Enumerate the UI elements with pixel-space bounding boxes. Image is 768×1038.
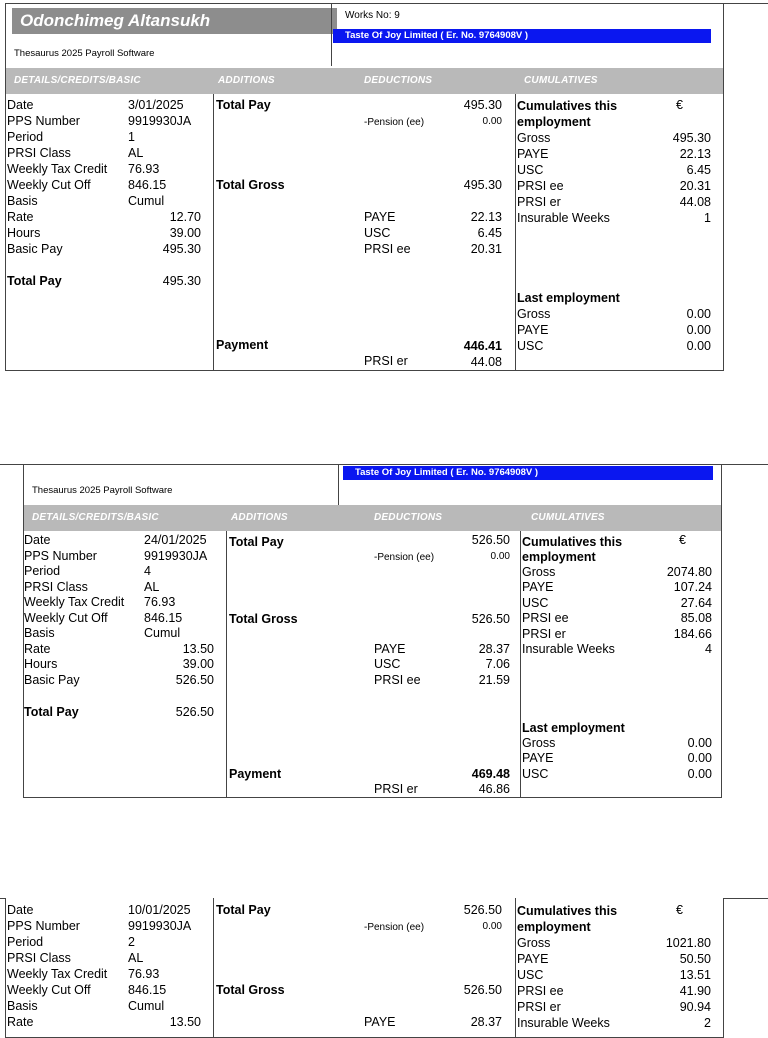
label-total-gross: Total Gross xyxy=(216,983,285,997)
cum-label-usc: USC xyxy=(517,968,544,982)
label-hours: Hours xyxy=(24,657,58,671)
value-payment: 469.48 xyxy=(471,767,510,781)
label-period: Period xyxy=(7,935,44,949)
header-details: DETAILS/CREDITS/BASIC xyxy=(32,512,159,523)
label-pps: PPS Number xyxy=(7,114,80,128)
additions-total-pay-label: Total Pay xyxy=(229,535,284,549)
value-prsi-er: 44.08 xyxy=(470,355,502,369)
label-rate: Rate xyxy=(24,642,51,656)
label-prsi-er: PRSI er xyxy=(374,782,418,796)
label-prsi-class: PRSI Class xyxy=(24,580,88,594)
value-total-gross: 495.30 xyxy=(463,178,502,192)
label-weekly-cut-off: Weekly Cut Off xyxy=(7,178,91,192)
label-prsi-class: PRSI Class xyxy=(7,951,71,965)
payslip-3 xyxy=(5,898,724,1038)
cum-value-prsi-ee: 85.08 xyxy=(680,611,712,625)
payslip-2 xyxy=(23,464,722,798)
cum-label-prsi-er: PRSI er xyxy=(517,1000,561,1014)
cum-label-gross: Gross xyxy=(522,565,556,579)
label-basis: Basis xyxy=(7,194,38,208)
cum-label-prsi-ee: PRSI ee xyxy=(522,611,569,625)
label-payment: Payment xyxy=(216,338,269,352)
value-weekly-tax-credit: 76.93 xyxy=(144,595,176,609)
label-total-pay: Total Pay xyxy=(7,274,62,288)
cum-label-usc: USC xyxy=(517,163,544,177)
software-name: Thesaurus 2025 Payroll Software xyxy=(32,485,173,496)
last-label-paye: PAYE xyxy=(517,323,549,337)
label-date: Date xyxy=(7,98,34,112)
cum-label-prsi-er: PRSI er xyxy=(522,627,566,641)
label-rate: Rate xyxy=(7,210,34,224)
cum-value-prsi-er: 90.94 xyxy=(679,1000,711,1014)
label-weekly-tax-credit: Weekly Tax Credit xyxy=(7,162,108,176)
label-basic-pay: Basic Pay xyxy=(7,242,63,256)
value-weekly-cut-off: 846.15 xyxy=(144,611,183,625)
header-deductions: DEDUCTIONS xyxy=(374,512,443,523)
cum-title-2: employment xyxy=(522,550,596,564)
value-weekly-tax-credit: 76.93 xyxy=(128,967,160,981)
value-pps: 9919930JA xyxy=(144,549,208,563)
cum-value-insurable-weeks: 1 xyxy=(704,211,711,225)
cum-label-prsi-ee: PRSI ee xyxy=(517,179,564,193)
label-paye: PAYE xyxy=(364,210,396,224)
last-value-gross: 0.00 xyxy=(687,736,712,750)
value-pension: 0.00 xyxy=(482,116,502,127)
last-value-paye: 0.00 xyxy=(686,323,711,337)
cum-label-gross: Gross xyxy=(517,131,551,145)
value-pension: 0.00 xyxy=(490,551,510,562)
value-paye: 22.13 xyxy=(470,210,502,224)
label-pension: -Pension (ee) xyxy=(364,117,425,128)
cum-value-usc: 6.45 xyxy=(686,163,711,177)
value-hours: 39.00 xyxy=(169,226,201,240)
label-basic-pay: Basic Pay xyxy=(24,673,80,687)
value-period: 2 xyxy=(128,935,135,949)
label-period: Period xyxy=(7,130,44,144)
deductions-total-pay-value: 526.50 xyxy=(471,533,510,547)
cum-title-1: Cumulatives this xyxy=(517,99,618,113)
cum-label-insurable-weeks: Insurable Weeks xyxy=(517,211,610,225)
cum-value-prsi-ee: 20.31 xyxy=(679,179,711,193)
header-details: DETAILS/CREDITS/BASIC xyxy=(14,75,141,86)
value-weekly-tax-credit: 76.93 xyxy=(128,162,160,176)
cum-value-insurable-weeks: 2 xyxy=(704,1016,711,1030)
value-pension: 0.00 xyxy=(482,921,502,932)
company-bar: Taste Of Joy Limited ( Er. No. 9764908V ) xyxy=(343,466,713,480)
last-employment-title: Last employment xyxy=(517,291,620,305)
label-basis: Basis xyxy=(24,626,55,640)
value-prsi-er: 46.86 xyxy=(478,782,510,796)
value-basis: Cumul xyxy=(128,194,165,208)
header-additions: ADDITIONS xyxy=(218,75,275,86)
cum-value-gross: 1021.80 xyxy=(665,936,711,950)
value-usc: 7.06 xyxy=(485,657,510,671)
last-value-usc: 0.00 xyxy=(686,339,711,353)
cum-value-usc: 13.51 xyxy=(679,968,711,982)
value-basic-pay: 526.50 xyxy=(175,673,214,687)
label-prsi-class: PRSI Class xyxy=(7,146,71,160)
last-label-usc: USC xyxy=(517,339,544,353)
value-weekly-cut-off: 846.15 xyxy=(128,983,167,997)
value-pps: 9919930JA xyxy=(128,114,192,128)
value-rate: 12.70 xyxy=(169,210,201,224)
value-rate: 13.50 xyxy=(169,1015,201,1029)
label-weekly-cut-off: Weekly Cut Off xyxy=(7,983,91,997)
cum-value-insurable-weeks: 4 xyxy=(705,642,712,656)
software-name: Thesaurus 2025 Payroll Software xyxy=(14,48,155,59)
cum-label-paye: PAYE xyxy=(522,580,554,594)
value-basic-pay: 495.30 xyxy=(162,242,201,256)
value-prsi-ee: 21.59 xyxy=(478,673,510,687)
label-hours: Hours xyxy=(7,226,41,240)
value-pps: 9919930JA xyxy=(128,919,192,933)
last-value-gross: 0.00 xyxy=(686,307,711,321)
additions-total-pay-label: Total Pay xyxy=(216,903,271,917)
label-total-pay: Total Pay xyxy=(24,705,79,719)
value-period: 1 xyxy=(128,130,135,144)
cum-value-gross: 2074.80 xyxy=(666,565,712,579)
value-period: 4 xyxy=(144,564,151,578)
label-pension: -Pension (ee) xyxy=(374,552,435,563)
value-prsi-ee: 20.31 xyxy=(470,242,502,256)
cum-title-1: Cumulatives this xyxy=(522,535,623,549)
euro-symbol: € xyxy=(679,533,686,547)
value-paye: 28.37 xyxy=(478,642,510,656)
header-additions: ADDITIONS xyxy=(231,512,288,523)
cum-value-paye: 50.50 xyxy=(679,952,711,966)
label-paye: PAYE xyxy=(374,642,406,656)
label-pps: PPS Number xyxy=(24,549,97,563)
column-header-bar xyxy=(24,505,721,531)
value-total-gross: 526.50 xyxy=(471,612,510,626)
cum-value-paye: 107.24 xyxy=(673,580,712,594)
value-rate: 13.50 xyxy=(182,642,214,656)
value-prsi-class: AL xyxy=(128,951,144,965)
value-prsi-class: AL xyxy=(144,580,160,594)
label-payment: Payment xyxy=(229,767,282,781)
value-hours: 39.00 xyxy=(182,657,214,671)
label-pps: PPS Number xyxy=(7,919,80,933)
cum-title-2: employment xyxy=(517,115,591,129)
value-date: 10/01/2025 xyxy=(128,903,191,917)
cum-label-gross: Gross xyxy=(517,936,551,950)
label-weekly-tax-credit: Weekly Tax Credit xyxy=(7,967,108,981)
label-total-gross: Total Gross xyxy=(229,612,298,626)
last-employment-title: Last employment xyxy=(522,721,625,735)
value-total-pay: 526.50 xyxy=(175,705,214,719)
cum-value-prsi-er: 44.08 xyxy=(679,195,711,209)
label-date: Date xyxy=(7,903,34,917)
cum-value-usc: 27.64 xyxy=(680,596,712,610)
cum-title-2: employment xyxy=(517,920,591,934)
value-weekly-cut-off: 846.15 xyxy=(128,178,167,192)
column-header-bar xyxy=(6,68,723,94)
label-date: Date xyxy=(24,533,51,547)
value-date: 24/01/2025 xyxy=(144,533,207,547)
last-label-usc: USC xyxy=(522,767,549,781)
value-total-pay: 495.30 xyxy=(162,274,201,288)
euro-symbol: € xyxy=(676,903,683,917)
label-paye: PAYE xyxy=(364,1015,396,1029)
cum-title-1: Cumulatives this xyxy=(517,904,618,918)
header-cumulatives: CUMULATIVES xyxy=(524,75,598,86)
additions-total-pay-label: Total Pay xyxy=(216,98,271,112)
value-paye: 28.37 xyxy=(470,1015,502,1029)
label-prsi-er: PRSI er xyxy=(364,354,408,368)
value-total-gross: 526.50 xyxy=(463,983,502,997)
cum-label-paye: PAYE xyxy=(517,952,549,966)
label-prsi-ee: PRSI ee xyxy=(374,673,421,687)
last-label-paye: PAYE xyxy=(522,751,554,765)
payslip-1 xyxy=(5,3,724,371)
cum-label-insurable-weeks: Insurable Weeks xyxy=(522,642,615,656)
value-basis: Cumul xyxy=(144,626,181,640)
company-bar: Taste Of Joy Limited ( Er. No. 9764908V ) xyxy=(333,29,711,43)
euro-symbol: € xyxy=(676,98,683,112)
value-basis: Cumul xyxy=(128,999,165,1013)
cum-value-prsi-er: 184.66 xyxy=(673,627,712,641)
deductions-total-pay-value: 526.50 xyxy=(463,903,502,917)
cum-label-paye: PAYE xyxy=(517,147,549,161)
cum-value-paye: 22.13 xyxy=(679,147,711,161)
header-deductions: DEDUCTIONS xyxy=(364,75,433,86)
value-date: 3/01/2025 xyxy=(128,98,184,112)
cum-label-insurable-weeks: Insurable Weeks xyxy=(517,1016,610,1030)
cum-label-usc: USC xyxy=(522,596,549,610)
cum-label-prsi-er: PRSI er xyxy=(517,195,561,209)
cum-label-prsi-ee: PRSI ee xyxy=(517,984,564,998)
label-rate: Rate xyxy=(7,1015,34,1029)
last-label-gross: Gross xyxy=(517,307,551,321)
label-usc: USC xyxy=(374,657,401,671)
deductions-total-pay-value: 495.30 xyxy=(463,98,502,112)
header-cumulatives: CUMULATIVES xyxy=(531,512,605,523)
value-usc: 6.45 xyxy=(477,226,502,240)
last-value-paye: 0.00 xyxy=(687,751,712,765)
label-basis: Basis xyxy=(7,999,38,1013)
last-value-usc: 0.00 xyxy=(687,767,712,781)
label-period: Period xyxy=(24,564,61,578)
cum-value-prsi-ee: 41.90 xyxy=(679,984,711,998)
label-total-gross: Total Gross xyxy=(216,178,285,192)
value-payment: 446.41 xyxy=(463,339,502,353)
label-usc: USC xyxy=(364,226,391,240)
label-weekly-tax-credit: Weekly Tax Credit xyxy=(24,595,125,609)
label-weekly-cut-off: Weekly Cut Off xyxy=(24,611,108,625)
employee-name: Odonchimeg Altansukh xyxy=(12,8,337,34)
last-label-gross: Gross xyxy=(522,736,556,750)
cum-value-gross: 495.30 xyxy=(672,131,711,145)
value-prsi-class: AL xyxy=(128,146,144,160)
works-number: Works No: 9 xyxy=(345,10,400,21)
label-pension: -Pension (ee) xyxy=(364,922,425,933)
label-prsi-ee: PRSI ee xyxy=(364,242,411,256)
